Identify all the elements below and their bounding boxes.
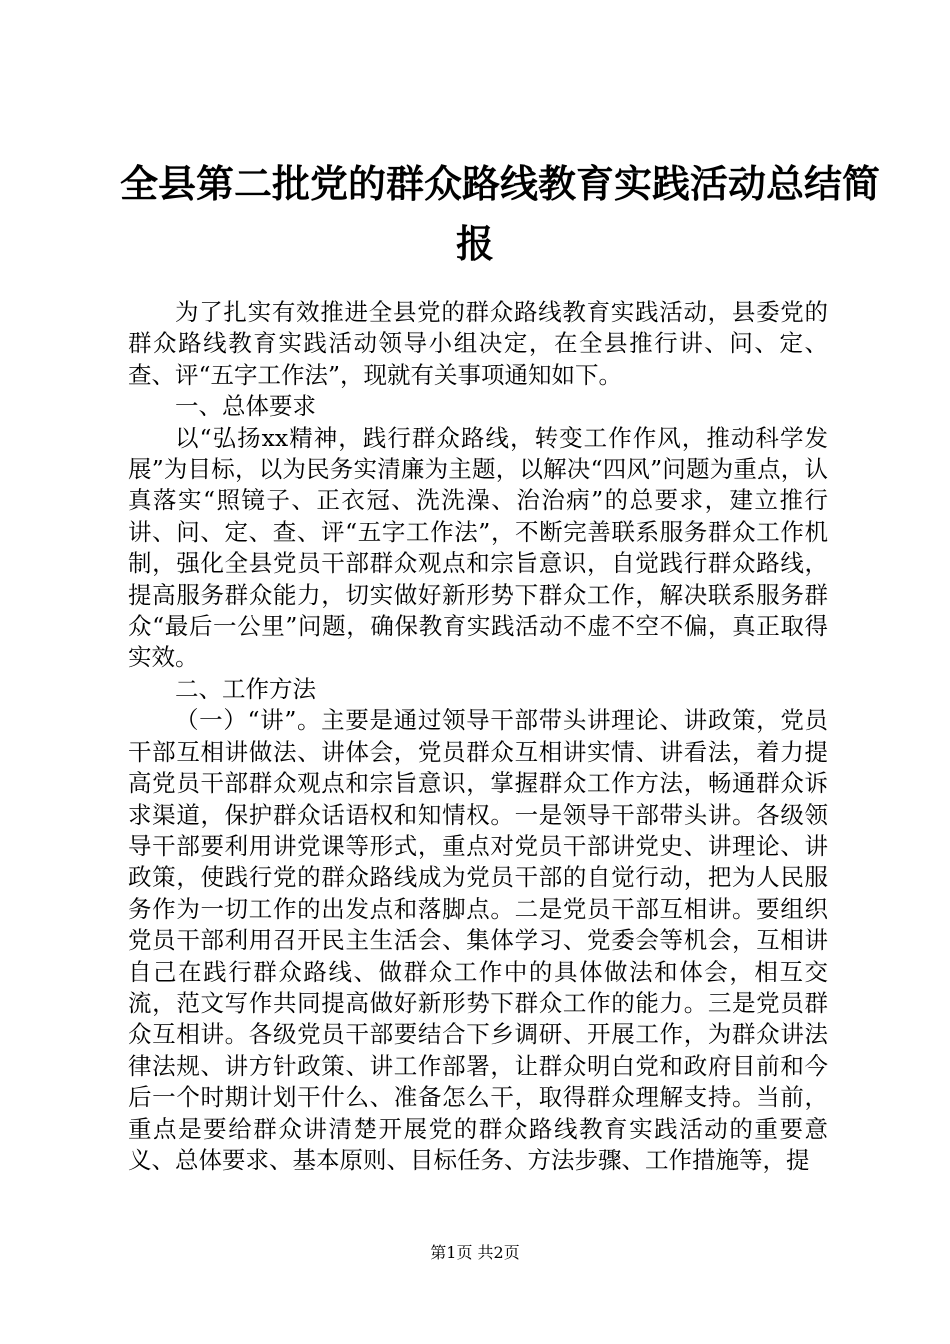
- page-number-footer: 第1页 共2页: [430, 1243, 520, 1262]
- document-title-line-1: 全县第二批党的群众路线教育实践活动总结简: [120, 161, 881, 206]
- section-heading-work-methods: 二、工作方法: [175, 674, 316, 703]
- section-heading-general-requirements: 一、总体要求: [175, 392, 316, 421]
- work-method-speak-paragraph: （一）“讲”。主要是通过领导干部带头讲理论、讲政策，党员干部互相讲做法、讲体会，党员群众互相讲实情、讲看法，着力提高党员干部群众观点和宗旨意识，掌握群众工作方法，畅通群众诉求渠道，保护群众话语权和知情权。一是领导干部带头讲。各级领导干部要利用讲党课等形式，重点对党员干部讲党史、讲理论、讲政策，使践行党的群众路线成为党员干部的自觉行动，把为人民服务作为一切工作的出发点和落脚点。二是党员干部互相讲。要组织党员干部利用召开民主生活会、集体学习、党委会等机会，互相讲自己在践行群众路线、做群众工作中的具体做法和体会，相互交流，范文写作共同提高做好新形势下群众工作的能力。三是党员群众互相讲。各级党员干部要结合下乡调研、开展工作，为群众讲法律法规、讲方针政策、讲工作部署，让群众明白党和政府目前和今后一个时期计划干什么、准备怎么干，取得群众理解支持。当前，重点是要给群众讲清楚开展党的群众路线教育实践活动的重要意义、总体要求、基本原则、目标任务、方法步骤、工作措施等，提: [128, 706, 828, 1174]
- document-title-line-2: 报: [455, 221, 494, 266]
- general-requirements-paragraph: 以“弘扬xx精神，践行群众路线，转变工作作风，推动科学发展”为目标，以为民务实清廉为主题，以解决“四风”问题为重点，认真落实“照镜子、正衣冠、洗洗澡、治治病”的总要求，建立推行讲、问、定、查、评“五字工作法”，不断完善联系服务群众工作机制，强化全县党员干部群众观点和宗旨意识，自觉践行群众路线，提高服务群众能力，切实做好新形势下群众工作，解决联系服务群众“最后一公里”问题，确保教育实践活动不虚不空不偏，真正取得实效。: [128, 423, 828, 672]
- document-body: [128, 297, 828, 1176]
- intro-paragraph: 为了扎实有效推进全县党的群众路线教育实践活动，县委党的群众路线教育实践活动领导小组决定，在全县推行讲、问、定、查、评“五字工作法”，现就有关事项通知如下。: [128, 298, 828, 389]
